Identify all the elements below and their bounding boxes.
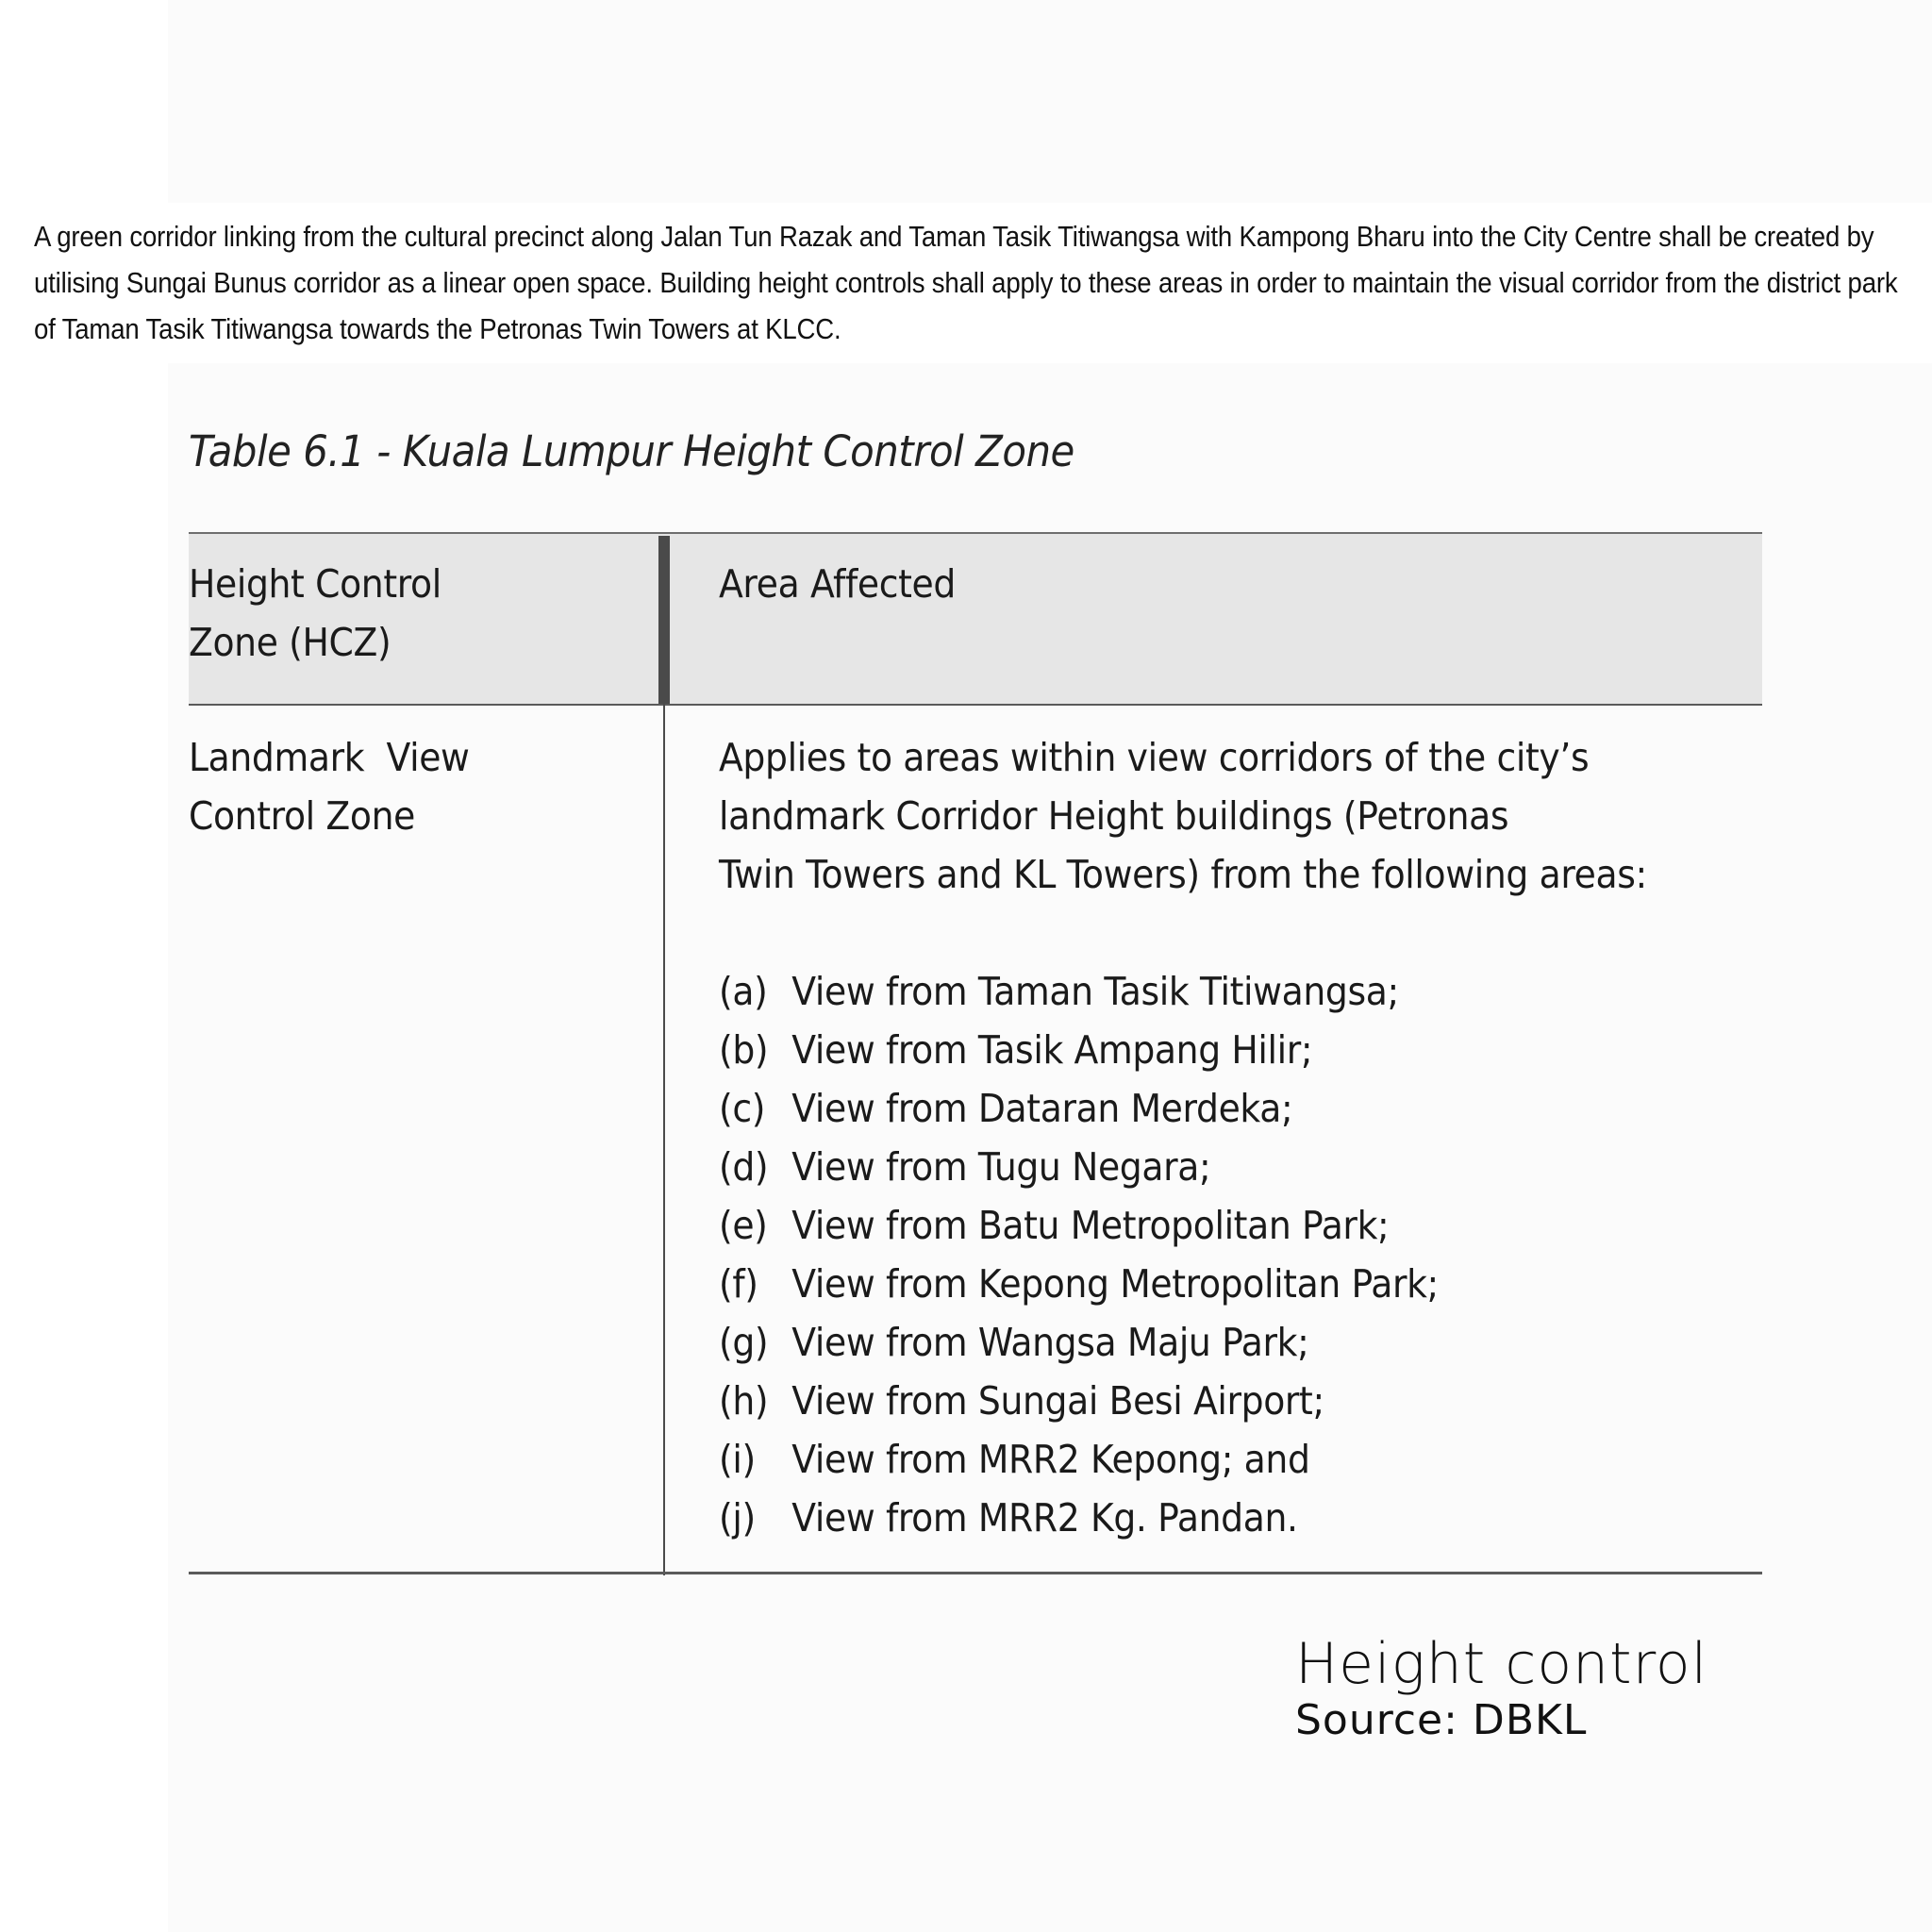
table-title: Table 6.1 - Kuala Lumpur Height Control Zone [189,426,1074,476]
list-item [719,1430,1439,1489]
zone-name-line: Control Zone [189,793,415,839]
intro-line: A green corridor linking from the cultural precinct along Jalan Tun Razak and Taman Tasik Titiwangsa with Kampong Bharu into the City Centre shall be created by [34,220,1874,253]
header-zone-line: Zone (HCZ) [189,620,391,665]
intro-paragraph [34,213,1898,352]
description-line: landmark Corridor Height buildings (Petronas [719,793,1509,839]
list-text: View from Tasik Ampang Hilir; [791,1027,1313,1073]
description-line: Twin Towers and KL Towers) from the following areas: [719,852,1647,897]
list-item [719,1313,1439,1372]
caption-source: Source: DBKL [1295,1696,1588,1744]
intro-line: utilising Sungai Bunus corridor as a linear open space. Building height controls shall apply to these areas in order to maintain the visual corridor from the district park [34,266,1898,299]
list-item [719,1021,1439,1079]
list-letter: (d) [719,1144,769,1190]
header-zone [189,555,441,672]
intro-line: of Taman Tasik Titiwangsa towards the Petronas Twin Towers at KLCC. [34,312,841,345]
list-item [719,1489,1439,1547]
table-bottom-rule [189,1572,1762,1574]
description-line: Applies to areas within view corridors of the city’s [719,735,1590,780]
list-item [719,1079,1439,1138]
body-column-divider [663,704,665,1575]
list-text: View from Sungai Besi Airport; [791,1378,1324,1424]
header-zone-line: Height Control [189,561,441,607]
zone-name [189,728,470,845]
figure-caption [1295,1632,1707,1745]
list-text: View from Wangsa Maju Park; [791,1320,1309,1365]
list-item [719,1138,1439,1196]
list-text: View from Kepong Metropolitan Park; [791,1261,1439,1307]
list-letter: (h) [719,1378,769,1424]
list-item [719,1255,1439,1313]
list-letter: (f) [719,1261,758,1307]
viewpoint-list [719,962,1439,1547]
header-column-divider [658,536,670,704]
list-item [719,1372,1439,1430]
list-text: View from Tugu Negara; [791,1144,1211,1190]
list-letter: (i) [719,1437,756,1482]
table-header-rule [189,704,1762,706]
list-letter: (a) [719,969,768,1014]
caption-title: Height control [1295,1631,1708,1697]
area-description [719,728,1647,904]
header-area: Area Affected [719,561,956,607]
list-letter: (g) [719,1320,769,1365]
list-text: View from Dataran Merdeka; [791,1086,1293,1131]
list-text: View from Taman Tasik Titiwangsa; [791,969,1399,1014]
list-letter: (c) [719,1086,766,1131]
list-letter: (e) [719,1203,768,1248]
list-text: View from Batu Metropolitan Park; [791,1203,1390,1248]
list-text: View from MRR2 Kg. Pandan. [791,1495,1298,1541]
list-item [719,1196,1439,1255]
list-letter: (j) [719,1495,756,1541]
zone-name-line: Landmark View [189,735,470,780]
list-letter: (b) [719,1027,769,1073]
list-text: View from MRR2 Kepong; and [791,1437,1310,1482]
list-item [719,962,1439,1021]
height-control-table [189,532,1762,1575]
